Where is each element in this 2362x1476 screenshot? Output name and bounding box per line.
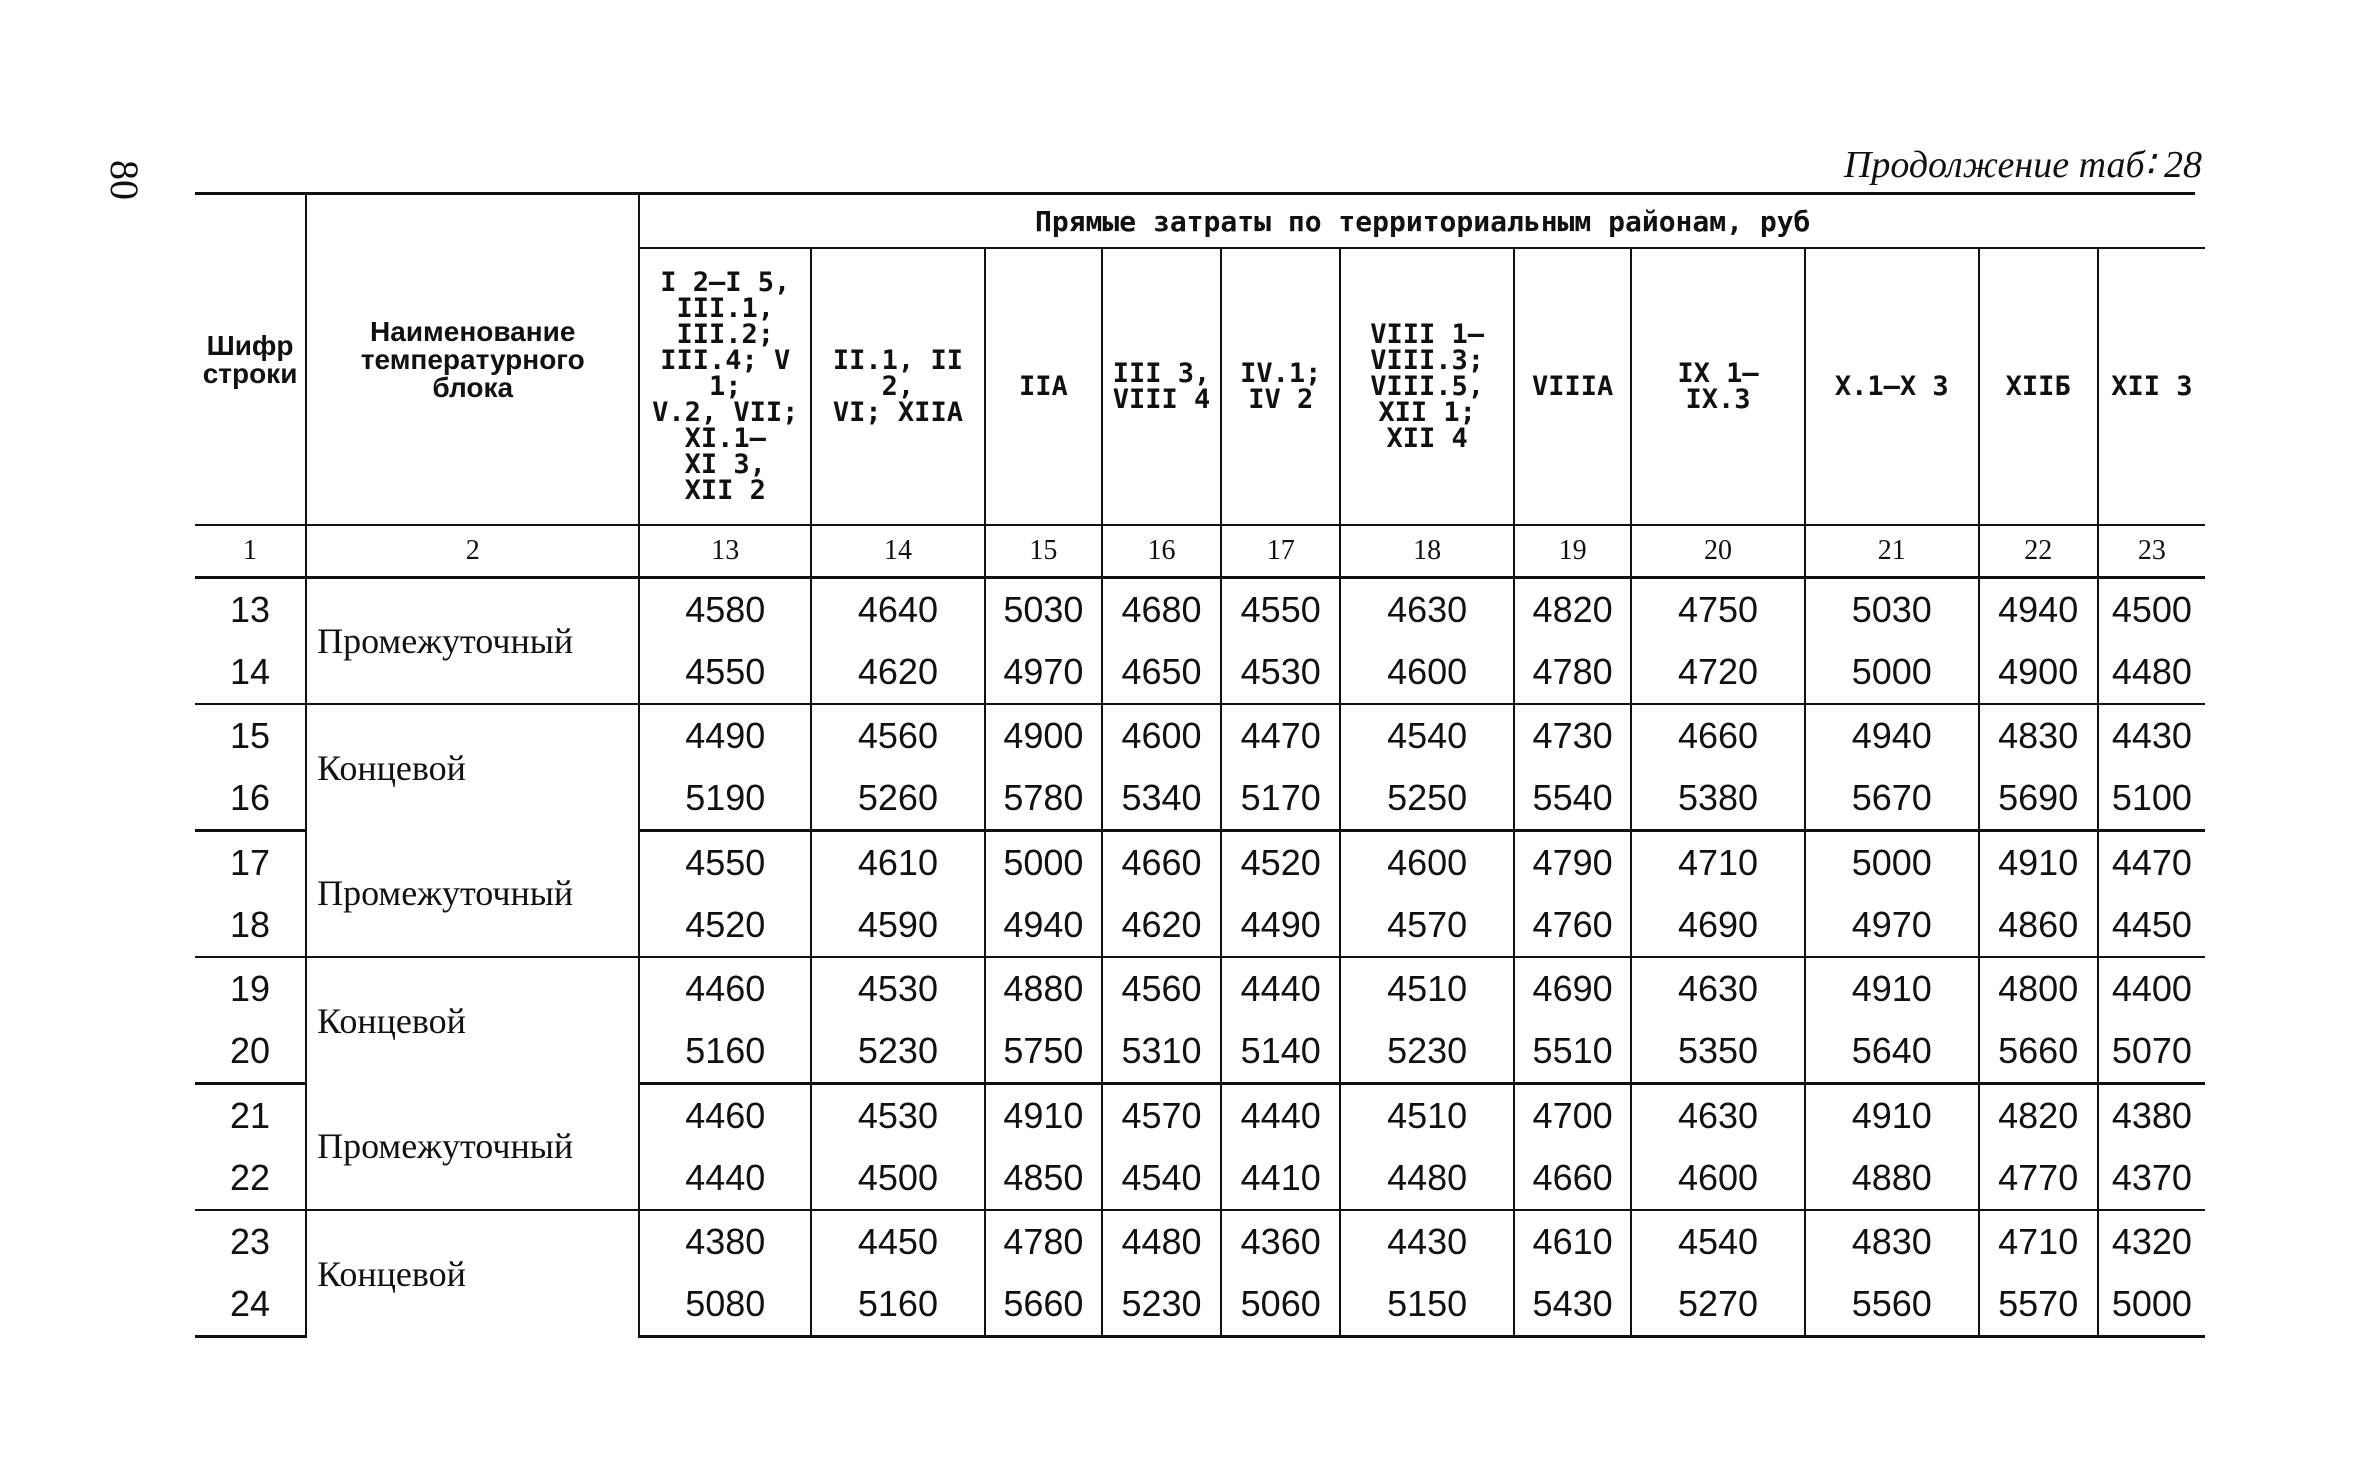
row-code: 16 xyxy=(195,767,306,831)
block-name: Концевой xyxy=(306,957,639,1084)
cost-value: 4550 xyxy=(639,831,811,895)
cost-value: 4600 xyxy=(1631,1147,1805,1210)
cost-value: 5030 xyxy=(1805,578,1979,642)
header-name: Наименование температурного блока xyxy=(306,195,639,525)
cost-value: 4480 xyxy=(2098,641,2205,704)
cost-value: 4470 xyxy=(2098,831,2205,895)
cost-value: 4460 xyxy=(639,957,811,1020)
cost-value: 4610 xyxy=(1514,1210,1631,1273)
column-number: 2 xyxy=(306,525,639,578)
cost-value: 4540 xyxy=(1102,1147,1221,1210)
row-code: 19 xyxy=(230,968,271,1009)
cost-value: 4360 xyxy=(1221,1210,1340,1273)
column-number: 18 xyxy=(1340,525,1514,578)
cost-value: 5000 xyxy=(2098,1273,2205,1337)
cost-value: 4490 xyxy=(1221,894,1340,957)
cost-value: 4590 xyxy=(811,894,985,957)
cost-value: 4630 xyxy=(1631,957,1805,1020)
cost-value: 4690 xyxy=(1631,894,1805,957)
block-name: Концевой xyxy=(306,1210,639,1337)
header-region: VIIIA xyxy=(1514,248,1631,525)
cost-value: 4550 xyxy=(639,641,811,704)
cost-value: 4550 xyxy=(1221,578,1340,642)
header-code: Шифр строки xyxy=(202,329,298,389)
cost-value: 5510 xyxy=(1514,1020,1631,1084)
header-region: X.1—X 3 xyxy=(1805,248,1979,525)
cost-value: 5340 xyxy=(1102,767,1221,831)
cost-value: 4510 xyxy=(1340,1084,1514,1148)
cost-value: 5250 xyxy=(1340,767,1514,831)
table-row xyxy=(195,1084,2205,1148)
table-row xyxy=(195,578,2205,642)
cost-value: 4510 xyxy=(1340,957,1514,1020)
page-number: 80 xyxy=(102,160,147,200)
column-number: 14 xyxy=(811,525,985,578)
cost-value: 5080 xyxy=(639,1273,811,1337)
cost-value: 5100 xyxy=(2098,767,2205,831)
row-code: 14 xyxy=(195,641,306,704)
header-region: II.1, II 2, VI; XIIA xyxy=(811,248,985,525)
cost-value: 4820 xyxy=(1979,1084,2098,1148)
cost-value: 4380 xyxy=(2098,1084,2205,1148)
block-name: Концевой xyxy=(306,704,639,831)
cost-value: 4940 xyxy=(1805,704,1979,767)
cost-value: 4630 xyxy=(1340,578,1514,642)
cost-value: 4780 xyxy=(1514,641,1631,704)
cost-value: 4490 xyxy=(639,704,811,767)
cost-value: 4520 xyxy=(1221,831,1340,895)
block-name: Промежуточный xyxy=(306,1084,639,1211)
cost-value: 4500 xyxy=(2098,578,2205,642)
cost-value: 5160 xyxy=(811,1273,985,1337)
cost-value: 4530 xyxy=(811,957,985,1020)
cost-value: 5540 xyxy=(1514,767,1631,831)
cost-value: 4430 xyxy=(2098,704,2205,767)
row-code: 22 xyxy=(195,1147,306,1210)
row-code: 18 xyxy=(195,894,306,957)
cost-value: 4910 xyxy=(985,1084,1102,1148)
cost-value: 4680 xyxy=(1102,578,1221,642)
cost-value: 4910 xyxy=(1979,831,2098,895)
continuation-title: Продолжение таб∶ 28 xyxy=(1843,144,2202,186)
cost-value: 5430 xyxy=(1514,1273,1631,1337)
cost-value: 4450 xyxy=(2098,894,2205,957)
header-region: XIIБ xyxy=(1979,248,2098,525)
header-region: III 3, VIII 4 xyxy=(1102,248,1221,525)
header-region: I 2—I 5, III.1, III.2; III.4; V 1; V.2, VII; XI.1— XI 3, XII 2 xyxy=(639,248,811,525)
column-number: 1 xyxy=(195,525,306,578)
header-region: VIII 1— VIII.3; VIII.5, XII 1; XII 4 xyxy=(1340,248,1514,525)
table-row xyxy=(195,1210,2205,1273)
column-number: 23 xyxy=(2098,525,2205,578)
cost-value: 4710 xyxy=(1979,1210,2098,1273)
column-number: 17 xyxy=(1221,525,1340,578)
row-code: 23 xyxy=(230,1221,271,1262)
cost-value: 4860 xyxy=(1979,894,2098,957)
cost-value: 4970 xyxy=(985,641,1102,704)
column-number: 15 xyxy=(985,525,1102,578)
table-row xyxy=(195,704,2205,767)
cost-table xyxy=(195,195,2205,1338)
cost-value: 5260 xyxy=(811,767,985,831)
cost-value: 5780 xyxy=(985,767,1102,831)
cost-value: 4530 xyxy=(811,1084,985,1148)
cost-value: 4940 xyxy=(985,894,1102,957)
cost-value: 5000 xyxy=(985,831,1102,895)
block-name: Промежуточный xyxy=(306,831,639,958)
cost-value: 4940 xyxy=(1979,578,2098,642)
cost-value: 4540 xyxy=(1631,1210,1805,1273)
cost-value: 4750 xyxy=(1631,578,1805,642)
row-code: 13 xyxy=(230,589,271,630)
cost-value: 5070 xyxy=(2098,1020,2205,1084)
cost-value: 4770 xyxy=(1979,1147,2098,1210)
cost-value: 4470 xyxy=(1221,704,1340,767)
cost-value: 5670 xyxy=(1805,767,1979,831)
cost-value: 4500 xyxy=(811,1147,985,1210)
cost-value: 4460 xyxy=(639,1084,811,1148)
cost-value: 4580 xyxy=(639,578,811,642)
cost-value: 5750 xyxy=(985,1020,1102,1084)
cost-value: 5690 xyxy=(1979,767,2098,831)
cost-value: 4790 xyxy=(1514,831,1631,895)
cost-value: 4630 xyxy=(1631,1084,1805,1148)
header-region: IIA xyxy=(985,248,1102,525)
cost-value: 4900 xyxy=(1979,641,2098,704)
header-region: XII 3 xyxy=(2098,248,2205,525)
cost-value: 4540 xyxy=(1340,704,1514,767)
cost-value: 4660 xyxy=(1631,704,1805,767)
cost-value: 4970 xyxy=(1805,894,1979,957)
cost-value: 4880 xyxy=(1805,1147,1979,1210)
column-number: 20 xyxy=(1631,525,1805,578)
row-code: 17 xyxy=(230,842,271,883)
cost-value: 5190 xyxy=(639,767,811,831)
cost-value: 4570 xyxy=(1102,1084,1221,1148)
cost-value: 4370 xyxy=(2098,1147,2205,1210)
cost-value: 5000 xyxy=(1805,831,1979,895)
cost-value: 4650 xyxy=(1102,641,1221,704)
cost-value: 5230 xyxy=(1102,1273,1221,1337)
header-group: Прямые затраты по территориальным районам, руб xyxy=(639,195,2205,248)
row-code: 15 xyxy=(230,715,271,756)
cost-value: 4820 xyxy=(1514,578,1631,642)
cost-value: 4600 xyxy=(1102,704,1221,767)
cost-value: 5140 xyxy=(1221,1020,1340,1084)
row-code: 21 xyxy=(230,1095,271,1136)
cost-value: 4660 xyxy=(1514,1147,1631,1210)
cost-value: 4570 xyxy=(1340,894,1514,957)
cost-value: 5640 xyxy=(1805,1020,1979,1084)
cost-value: 4440 xyxy=(639,1147,811,1210)
cost-value: 4720 xyxy=(1631,641,1805,704)
cost-value: 4850 xyxy=(985,1147,1102,1210)
cost-value: 4400 xyxy=(2098,957,2205,1020)
cost-value: 4710 xyxy=(1631,831,1805,895)
cost-value: 5030 xyxy=(985,578,1102,642)
cost-value: 4560 xyxy=(811,704,985,767)
cost-value: 4830 xyxy=(1979,704,2098,767)
cost-value: 5310 xyxy=(1102,1020,1221,1084)
cost-value: 5230 xyxy=(1340,1020,1514,1084)
cost-value: 4620 xyxy=(1102,894,1221,957)
cost-value: 5160 xyxy=(639,1020,811,1084)
cost-value: 4700 xyxy=(1514,1084,1631,1148)
table-row xyxy=(195,831,2205,895)
cost-value: 4430 xyxy=(1340,1210,1514,1273)
cost-value: 5270 xyxy=(1631,1273,1805,1337)
row-code: 20 xyxy=(195,1020,306,1084)
cost-value: 5060 xyxy=(1221,1273,1340,1337)
column-number: 22 xyxy=(1979,525,2098,578)
cost-value: 4480 xyxy=(1102,1210,1221,1273)
cost-value: 4800 xyxy=(1979,957,2098,1020)
row-code: 24 xyxy=(195,1273,306,1337)
cost-value: 5570 xyxy=(1979,1273,2098,1337)
column-number: 19 xyxy=(1514,525,1631,578)
cost-value: 4730 xyxy=(1514,704,1631,767)
cost-value: 4760 xyxy=(1514,894,1631,957)
cost-value: 4610 xyxy=(811,831,985,895)
cost-value: 5660 xyxy=(1979,1020,2098,1084)
cost-value: 5230 xyxy=(811,1020,985,1084)
cost-value: 4620 xyxy=(811,641,985,704)
cost-value: 5170 xyxy=(1221,767,1340,831)
cost-value: 4600 xyxy=(1340,641,1514,704)
cost-value: 5000 xyxy=(1805,641,1979,704)
cost-value: 4660 xyxy=(1102,831,1221,895)
cost-value: 5350 xyxy=(1631,1020,1805,1084)
cost-value: 4450 xyxy=(811,1210,985,1273)
cost-value: 4320 xyxy=(2098,1210,2205,1273)
cost-value: 4440 xyxy=(1221,957,1340,1020)
header-region: IX 1— IX.3 xyxy=(1631,248,1805,525)
cost-value: 4910 xyxy=(1805,1084,1979,1148)
cost-value: 4410 xyxy=(1221,1147,1340,1210)
cost-value: 4440 xyxy=(1221,1084,1340,1148)
cost-value: 4560 xyxy=(1102,957,1221,1020)
block-name: Промежуточный xyxy=(306,578,639,705)
cost-value: 4690 xyxy=(1514,957,1631,1020)
header-region: IV.1; IV 2 xyxy=(1221,248,1340,525)
cost-value: 4520 xyxy=(639,894,811,957)
cost-value: 4530 xyxy=(1221,641,1340,704)
cost-value: 4880 xyxy=(985,957,1102,1020)
cost-value: 4480 xyxy=(1340,1147,1514,1210)
cost-value: 5380 xyxy=(1631,767,1805,831)
column-number: 21 xyxy=(1805,525,1979,578)
cost-value: 4380 xyxy=(639,1210,811,1273)
cost-value: 5560 xyxy=(1805,1273,1979,1337)
cost-value: 4830 xyxy=(1805,1210,1979,1273)
cost-value: 4910 xyxy=(1805,957,1979,1020)
table-row xyxy=(195,957,2205,1020)
cost-value: 5150 xyxy=(1340,1273,1514,1337)
cost-value: 5660 xyxy=(985,1273,1102,1337)
cost-value: 4780 xyxy=(985,1210,1102,1273)
cost-value: 4640 xyxy=(811,578,985,642)
cost-value: 4900 xyxy=(985,704,1102,767)
cost-value: 4600 xyxy=(1340,831,1514,895)
column-number: 16 xyxy=(1102,525,1221,578)
column-number: 13 xyxy=(639,525,811,578)
